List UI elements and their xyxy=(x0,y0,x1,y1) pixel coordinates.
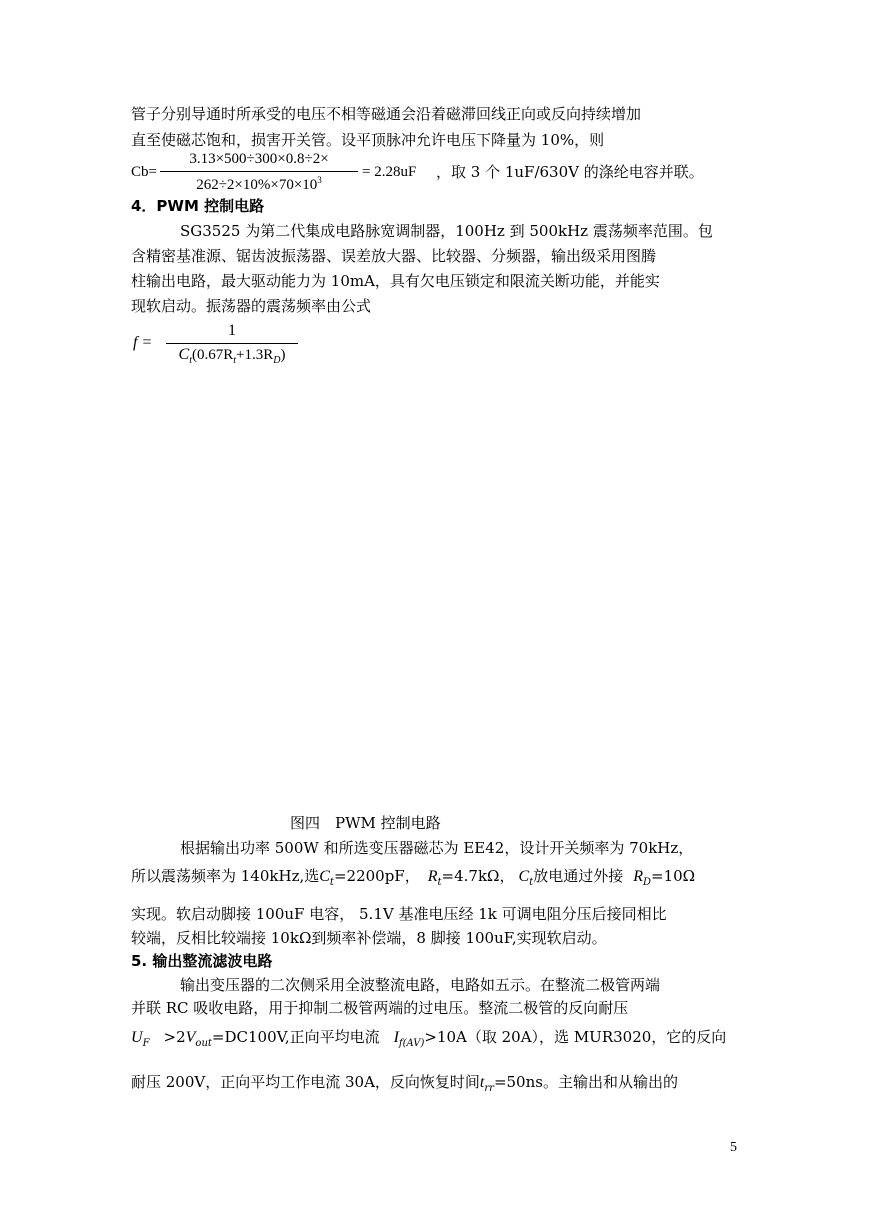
cb-suffix: ，取 3 个 1uF/630V 的涤纶电容并联。 xyxy=(436,163,704,181)
para-after-fig-line-4: 较端，反相比较端接 10kΩ到频率补偿端，8 脚接 100uF,实现软启动。 xyxy=(131,929,607,947)
section-5-heading: 5. 输出整流滤波电路 xyxy=(131,952,273,970)
freq-lhs: f = xyxy=(133,334,153,351)
page-number: 5 xyxy=(730,1140,737,1155)
cb-fraction-bar xyxy=(160,171,358,172)
section-4-heading: 4．PWM 控制电路 xyxy=(131,197,265,215)
para-after-fig-line-2: 所以震荡频率为 140kHz,选$C_t=2200pF$， $R_t=4.7k\Omega$， $C_t$放电通过外接 $R_D=10\Omega$ xyxy=(131,867,696,888)
section-5-para-line-4: 耐压 200V，正向平均工作电流 30A，反向恢复时间$t_{rr}=50ns$。主输出和从输出的 xyxy=(131,1073,678,1094)
section-5-para-line-2: 并联 RC 吸收电路，用于抑制二极管两端的过电压。整流二极管的反向耐压 xyxy=(131,999,629,1017)
paragraph-1-line-1: 管子分别导通时所承受的电压不相等磁通会沿着磁滞回线正向或反向持续增加 xyxy=(131,105,642,123)
cb-numerator: 3.13×500÷300×0.8÷2× xyxy=(189,151,329,167)
section-4-para-line-1: SG3525 为第二代集成电路脉宽调制器，100Hz 到 500kHz 震荡频率范围。包 xyxy=(180,222,713,240)
freq-denominator: $C_t(0.67R_t+1.3R_D)$ xyxy=(178,346,286,366)
paragraph-1-line-2: 直至使磁芯饱和，损害开关管。设平顶脉冲允许电压下降量为 10%，则 xyxy=(131,131,605,149)
section-5-para-line-1: 输出变压器的二次侧采用全波整流电路，电路如五示。在整流二极管两端 xyxy=(180,976,661,994)
cb-prefix: Cb= xyxy=(131,164,157,180)
section-5-para-line-3: $U_F >2V_{out}=DC100V$,正向平均电流 $I_{f(AV)}>10A$（取 20A），选 MUR3020，它的反向 xyxy=(131,1028,727,1049)
freq-fraction-bar xyxy=(166,343,298,344)
section-4-para-line-3: 柱输出电路，最大驱动能力为 10mA，具有欠电压锁定和限流关断功能，并能实 xyxy=(131,272,660,290)
para-after-fig-line-3: 实现。软启动脚接 100uF 电容， 5.1V 基准电压经 1k 可调电阻分压后接同相比 xyxy=(131,905,667,923)
section-4-para-line-4: 现软启动。振荡器的震荡频率由公式 xyxy=(131,297,372,315)
section-4-para-line-2: 含精密基准源、锯齿波振荡器、误差放大器、比较器、分频器，输出级采用图腾 xyxy=(131,247,657,265)
cb-result: = 2.28uF xyxy=(362,164,417,180)
figure-caption: 图四 PWM 控制电路 xyxy=(290,814,441,832)
para-after-fig-line-1: 根据输出功率 500W 和所选变压器磁芯为 EE42，设计开关频率为 70kHz， xyxy=(180,839,694,857)
freq-numerator: 1 xyxy=(228,322,236,339)
cb-denominator: $262\div 2\times 10\%\times 70\times 10^3$ xyxy=(196,175,322,193)
